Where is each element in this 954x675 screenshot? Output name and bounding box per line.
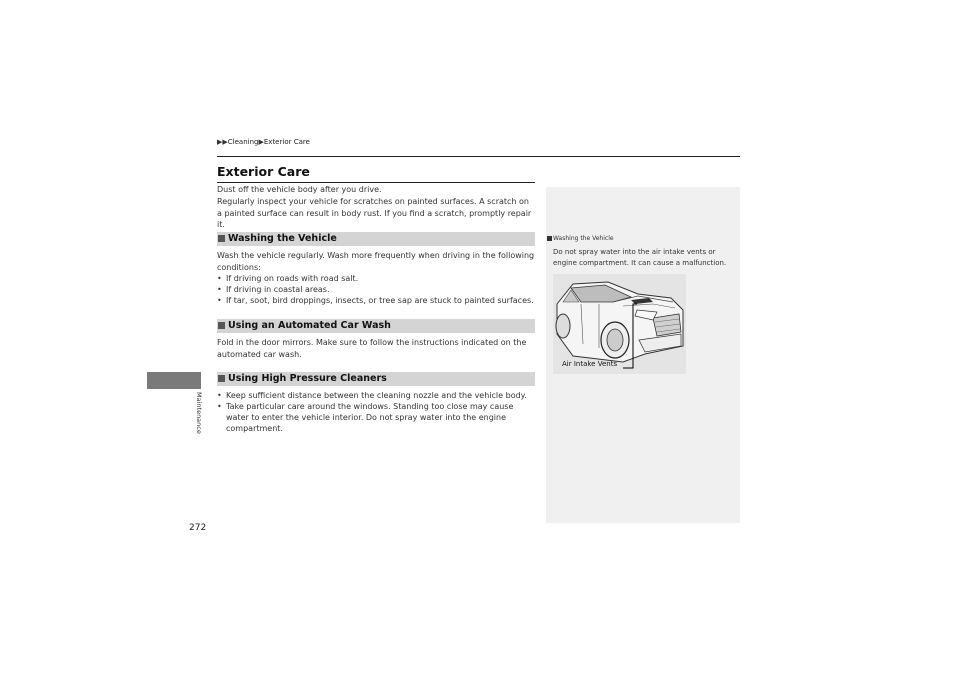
square-bullet-icon [218, 235, 225, 242]
car-drawing [553, 274, 686, 374]
list-item: • Keep sufficient distance between the cleaning nozzle and the vehicle body. [217, 390, 537, 401]
square-bullet-icon [218, 375, 225, 382]
list-item: • If driving in coastal areas. [217, 284, 537, 295]
list-item: • If driving on roads with road salt. [217, 273, 537, 284]
car-illustration [553, 274, 686, 374]
page-title: Exterior Care [217, 164, 310, 179]
section-heading-high-pressure [217, 372, 535, 386]
section-tab-label: Maintenance [195, 392, 203, 434]
intro-line-1: Dust off the vehicle body after you drive. [217, 185, 382, 194]
section-title: Washing the Vehicle [228, 233, 337, 244]
square-bullet-icon [218, 322, 225, 329]
page-number: 272 [189, 523, 207, 533]
breadcrumb-item-cleaning[interactable]: Cleaning [227, 138, 259, 146]
washing-conditions-list [217, 273, 537, 306]
top-divider [217, 156, 740, 157]
high-pressure-list [217, 390, 537, 434]
section-heading-washing [217, 232, 535, 246]
breadcrumb-arrow-icon: ▶▶ [217, 138, 228, 146]
intro-line-2: Regularly inspect your vehicle for scratches on painted surfaces. A scratch on a painted surface can result in body rust. If you find a scratch, promptly repair it. [217, 197, 532, 229]
washing-text: Wash the vehicle regularly. Wash more frequently when driving in the following conditions: [217, 251, 535, 272]
side-note-title: Washing the Vehicle [553, 235, 614, 242]
breadcrumb-arrow-icon: ▶ [258, 138, 264, 146]
side-note-text: Do not spray water into the air intake vents or engine compartment. It can cause a malfunction. [553, 248, 727, 267]
breadcrumb-item-exterior-care[interactable]: Exterior Care [263, 138, 310, 146]
section-heading-automated-wash [217, 319, 535, 333]
breadcrumb [217, 138, 310, 146]
title-divider [217, 182, 535, 183]
automated-wash-text: Fold in the door mirrors. Make sure to follow the instructions indicated on the automated car wash. [217, 338, 527, 359]
list-item: • If tar, soot, bird droppings, insects, or tree sap are stuck to painted surfaces. [217, 295, 537, 306]
air-intake-vents-label: Air Intake Vents [562, 360, 618, 368]
list-item: • Take particular care around the windows. Standing too close may cause water to enter the vehicle interior. Do not spray water into the engine compartment. [217, 401, 537, 434]
section-tab[interactable] [147, 372, 201, 389]
section-title: Using High Pressure Cleaners [228, 373, 387, 384]
side-note-reference [547, 235, 614, 242]
section-title: Using an Automated Car Wash [228, 320, 391, 331]
note-reference-icon [547, 236, 552, 241]
